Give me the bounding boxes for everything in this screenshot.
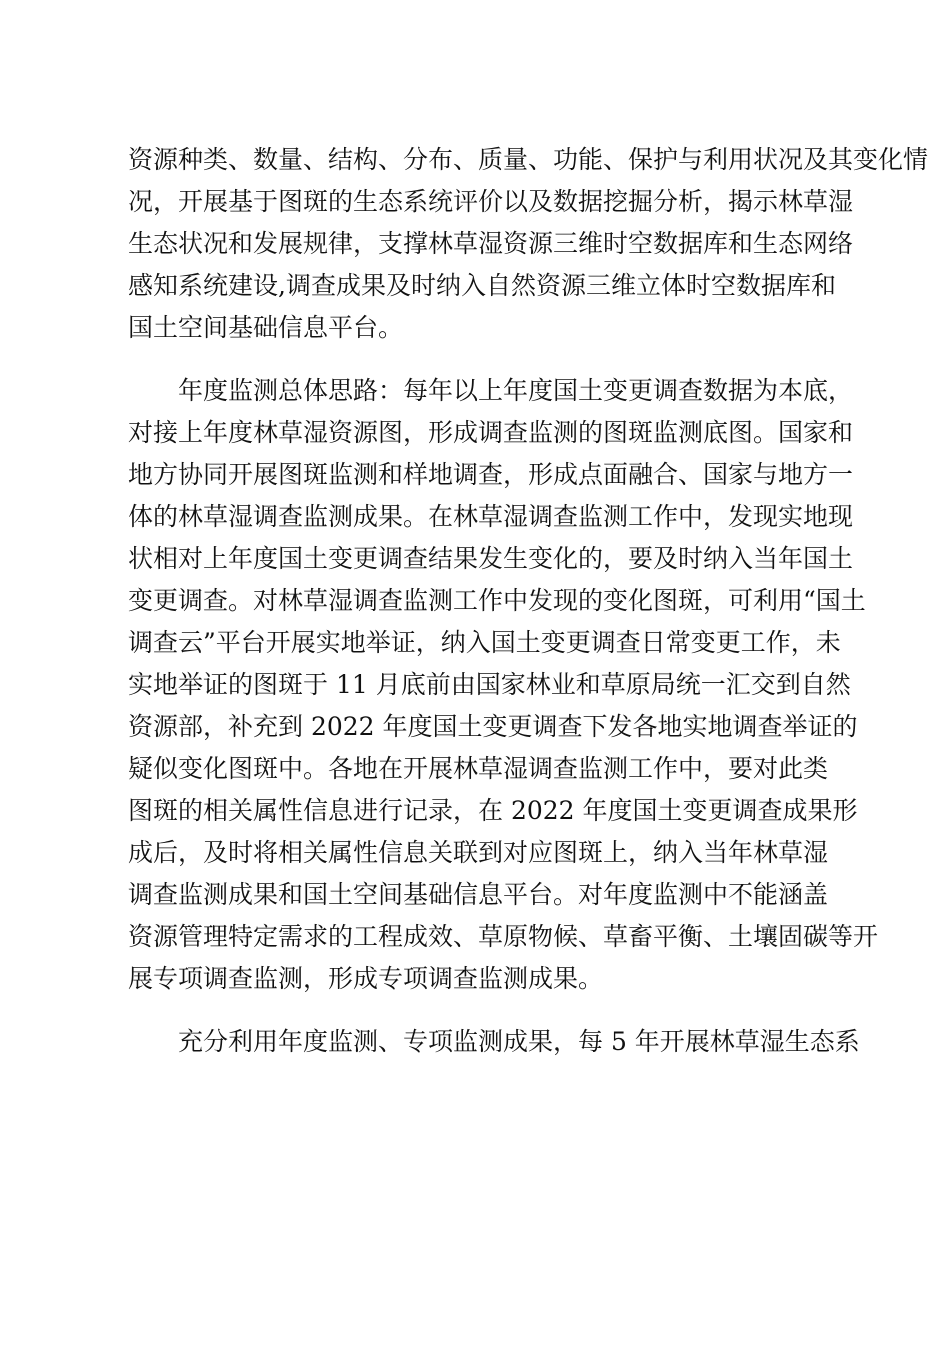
text-line: 调查监测成果和国土空间基础信息平台。对年度监测中不能涵盖 — [128, 880, 829, 909]
text-line: 资源部，补充到 2022 年度国土变更调查下发各地实地调查举证的 — [128, 712, 858, 741]
document-body — [128, 139, 929, 1063]
text-line: 体的林草湿调查监测成果。在林草湿调查监测工作中，发现实地现 — [128, 502, 854, 531]
text-line: 地方协同开展图斑监测和样地调查，形成点面融合、国家与地方一 — [128, 460, 854, 489]
text-line: 国土空间基础信息平台。 — [128, 313, 404, 342]
text-line: 状相对上年度国土变更调查结果发生变化的，要及时纳入当年国土 — [128, 544, 854, 573]
text-line: 对接上年度林草湿资源图，形成调查监测的图斑监测底图。国家和 — [128, 418, 854, 447]
paragraph-3 — [128, 1021, 860, 1063]
text-line: 变更调查。对林草湿调查监测工作中发现的变化图斑，可利用“国土 — [128, 586, 866, 615]
text-line: 况，开展基于图斑的生态系统评价以及数据挖掘分析，揭示林草湿 — [128, 187, 854, 216]
text-line: 调查云”平台开展实地举证，纳入国土变更调查日常变更工作，未 — [128, 628, 841, 657]
paragraph-2 — [128, 370, 879, 1000]
text-line: 充分利用年度监测、专项监测成果，每 5 年开展林草湿生态系 — [178, 1027, 860, 1056]
paragraph-spacer — [128, 1000, 828, 1021]
text-line: 实地举证的图斑于 11 月底前由国家林业和草原局统一汇交到自然 — [128, 670, 851, 699]
text-line: 疑似变化图斑中。各地在开展林草湿调查监测工作中，要对此类 — [128, 754, 829, 783]
text-line: 生态状况和发展规律，支撑林草湿资源三维时空数据库和生态网络 — [128, 229, 854, 258]
text-line: 年度监测总体思路：每年以上年度国土变更调查数据为本底， — [178, 376, 854, 405]
paragraph-1 — [128, 139, 929, 349]
paragraph-spacer — [128, 349, 828, 370]
text-line: 成后，及时将相关属性信息关联到对应图斑上，纳入当年林草湿 — [128, 838, 829, 867]
text-line: 展专项调查监测，形成专项调查监测成果。 — [128, 964, 604, 993]
text-line: 感知系统建设,调查成果及时纳入自然资源三维立体时空数据库和 — [128, 271, 836, 300]
text-line: 资源种类、数量、结构、分布、质量、功能、保护与利用状况及其变化情 — [128, 145, 929, 174]
text-line: 图斑的相关属性信息进行记录，在 2022 年度国土变更调查成果形 — [128, 796, 858, 825]
text-line: 资源管理特定需求的工程成效、草原物候、草畜平衡、土壤固碳等开 — [128, 922, 879, 951]
